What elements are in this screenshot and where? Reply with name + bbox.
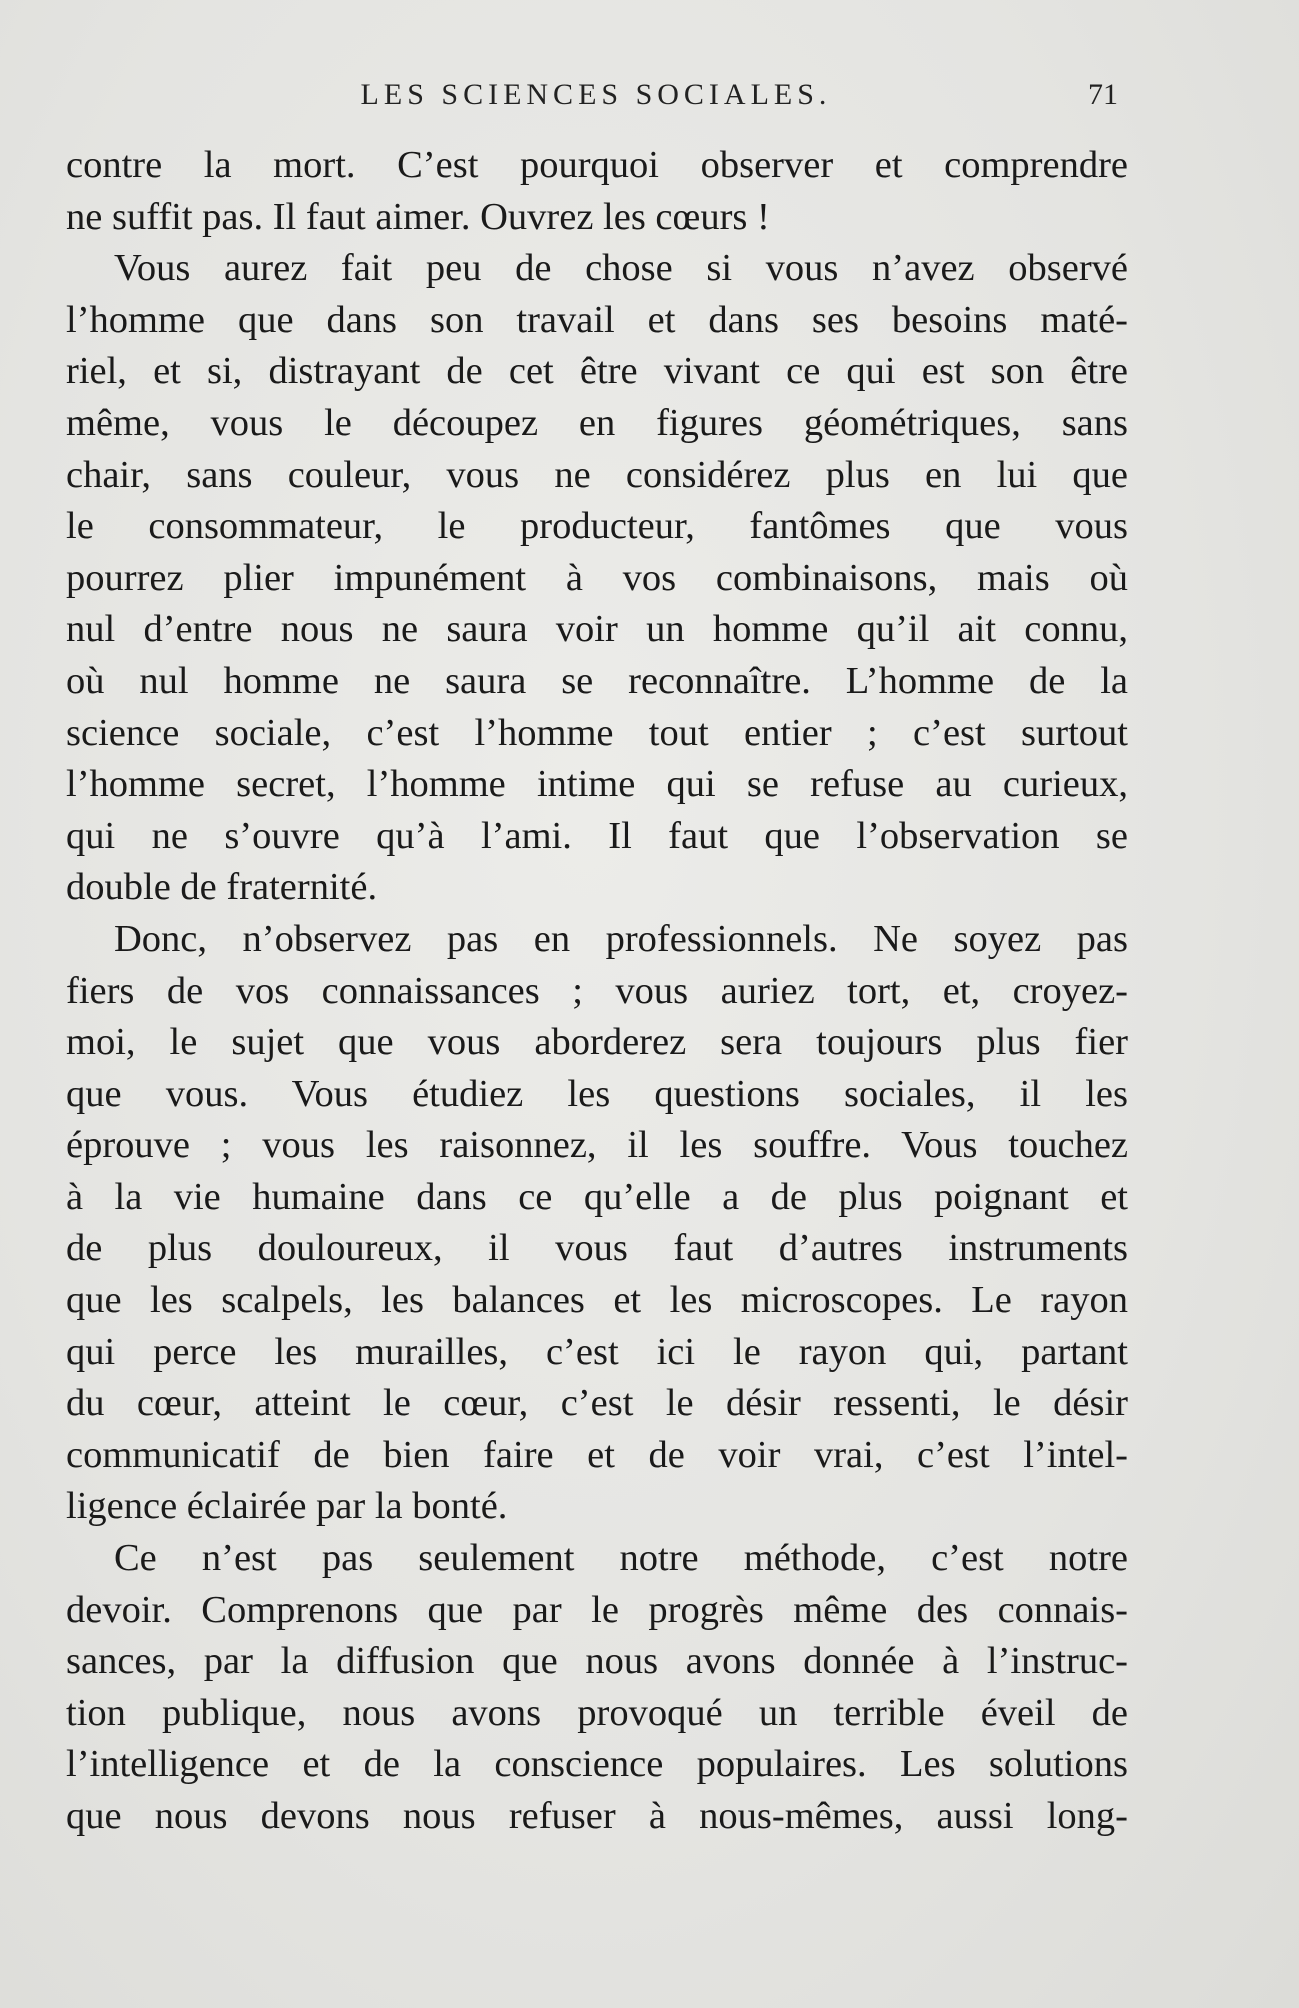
text-line: devoir. Comprenons que par le progrès même des connais- bbox=[66, 1588, 1128, 1631]
text-line: où nul homme ne saura se reconnaître. L’homme de la bbox=[66, 659, 1128, 702]
text-line: Ce n’est pas seulement notre méthode, c’est notre bbox=[114, 1537, 1128, 1580]
running-title: LES SCIENCES SOCIALES. bbox=[360, 78, 832, 111]
text-line: science sociale, c’est l’homme tout entier ; c’est surtout bbox=[66, 711, 1128, 754]
text-line: chair, sans couleur, vous ne considérez plus en lui que bbox=[66, 453, 1128, 496]
text-line: contre la mort. C’est pourquoi observer et comprendre bbox=[66, 144, 1128, 186]
text-line: qui perce les murailles, c’est ici le rayon qui, partant bbox=[66, 1330, 1128, 1373]
text-line: Donc, n’observez pas en professionnels. Ne soyez pas bbox=[114, 917, 1128, 960]
paragraph bbox=[66, 1533, 1128, 1843]
text-line: à la vie humaine dans ce qu’elle a de plus poignant et bbox=[66, 1175, 1128, 1218]
text-line: double de fraternité. bbox=[66, 866, 378, 909]
text-line: moi, le sujet que vous aborderez sera toujours plus fier bbox=[66, 1021, 1128, 1064]
paragraph bbox=[66, 243, 1128, 914]
text-line: sances, par la diffusion que nous avons donnée à l’instruc- bbox=[66, 1640, 1128, 1683]
text-line: éprouve ; vous les raisonnez, il les souffre. Vous touchez bbox=[66, 1124, 1128, 1167]
paragraph bbox=[66, 914, 1128, 1533]
text-line: nul d’entre nous ne saura voir un homme qu’il ait connu, bbox=[66, 608, 1128, 651]
text-line: l’homme que dans son travail et dans ses besoins maté- bbox=[66, 298, 1128, 341]
text-line: le consommateur, le producteur, fantômes que vous bbox=[66, 505, 1128, 548]
body-text bbox=[66, 140, 1128, 1843]
text-line: ne suffit pas. Il faut aimer. Ouvrez les cœurs ! bbox=[66, 195, 770, 238]
text-line: riel, et si, distrayant de cet être vivant ce qui est son être bbox=[66, 350, 1128, 393]
running-head bbox=[66, 78, 1126, 118]
text-line: ligence éclairée par la bonté. bbox=[66, 1485, 508, 1528]
text-line: fiers de vos connaissances ; vous auriez tort, et, croyez- bbox=[66, 969, 1128, 1012]
page-number: 71 bbox=[1088, 78, 1118, 111]
text-line: que les scalpels, les balances et les microscopes. Le rayon bbox=[66, 1279, 1128, 1322]
text-line: l’intelligence et de la conscience populaires. Les solutions bbox=[66, 1743, 1128, 1786]
text-line: que nous devons nous refuser à nous-mêmes, aussi long- bbox=[66, 1795, 1128, 1837]
text-line: qui ne s’ouvre qu’à l’ami. Il faut que l’observation se bbox=[66, 814, 1128, 857]
text-line: que vous. Vous étudiez les questions sociales, il les bbox=[66, 1072, 1128, 1115]
text-line: même, vous le découpez en figures géométriques, sans bbox=[66, 401, 1128, 444]
paragraph bbox=[66, 140, 1128, 243]
text-line: pourrez plier impunément à vos combinaisons, mais où bbox=[66, 556, 1128, 599]
text-line: l’homme secret, l’homme intime qui se refuse au curieux, bbox=[66, 763, 1128, 806]
text-line: de plus douloureux, il vous faut d’autres instruments bbox=[66, 1227, 1128, 1270]
text-line: du cœur, atteint le cœur, c’est le désir ressenti, le désir bbox=[66, 1382, 1128, 1425]
text-line: tion publique, nous avons provoqué un terrible éveil de bbox=[66, 1691, 1128, 1734]
text-line: communicatif de bien faire et de voir vrai, c’est l’intel- bbox=[66, 1433, 1128, 1476]
text-line: Vous aurez fait peu de chose si vous n’avez observé bbox=[114, 247, 1128, 290]
